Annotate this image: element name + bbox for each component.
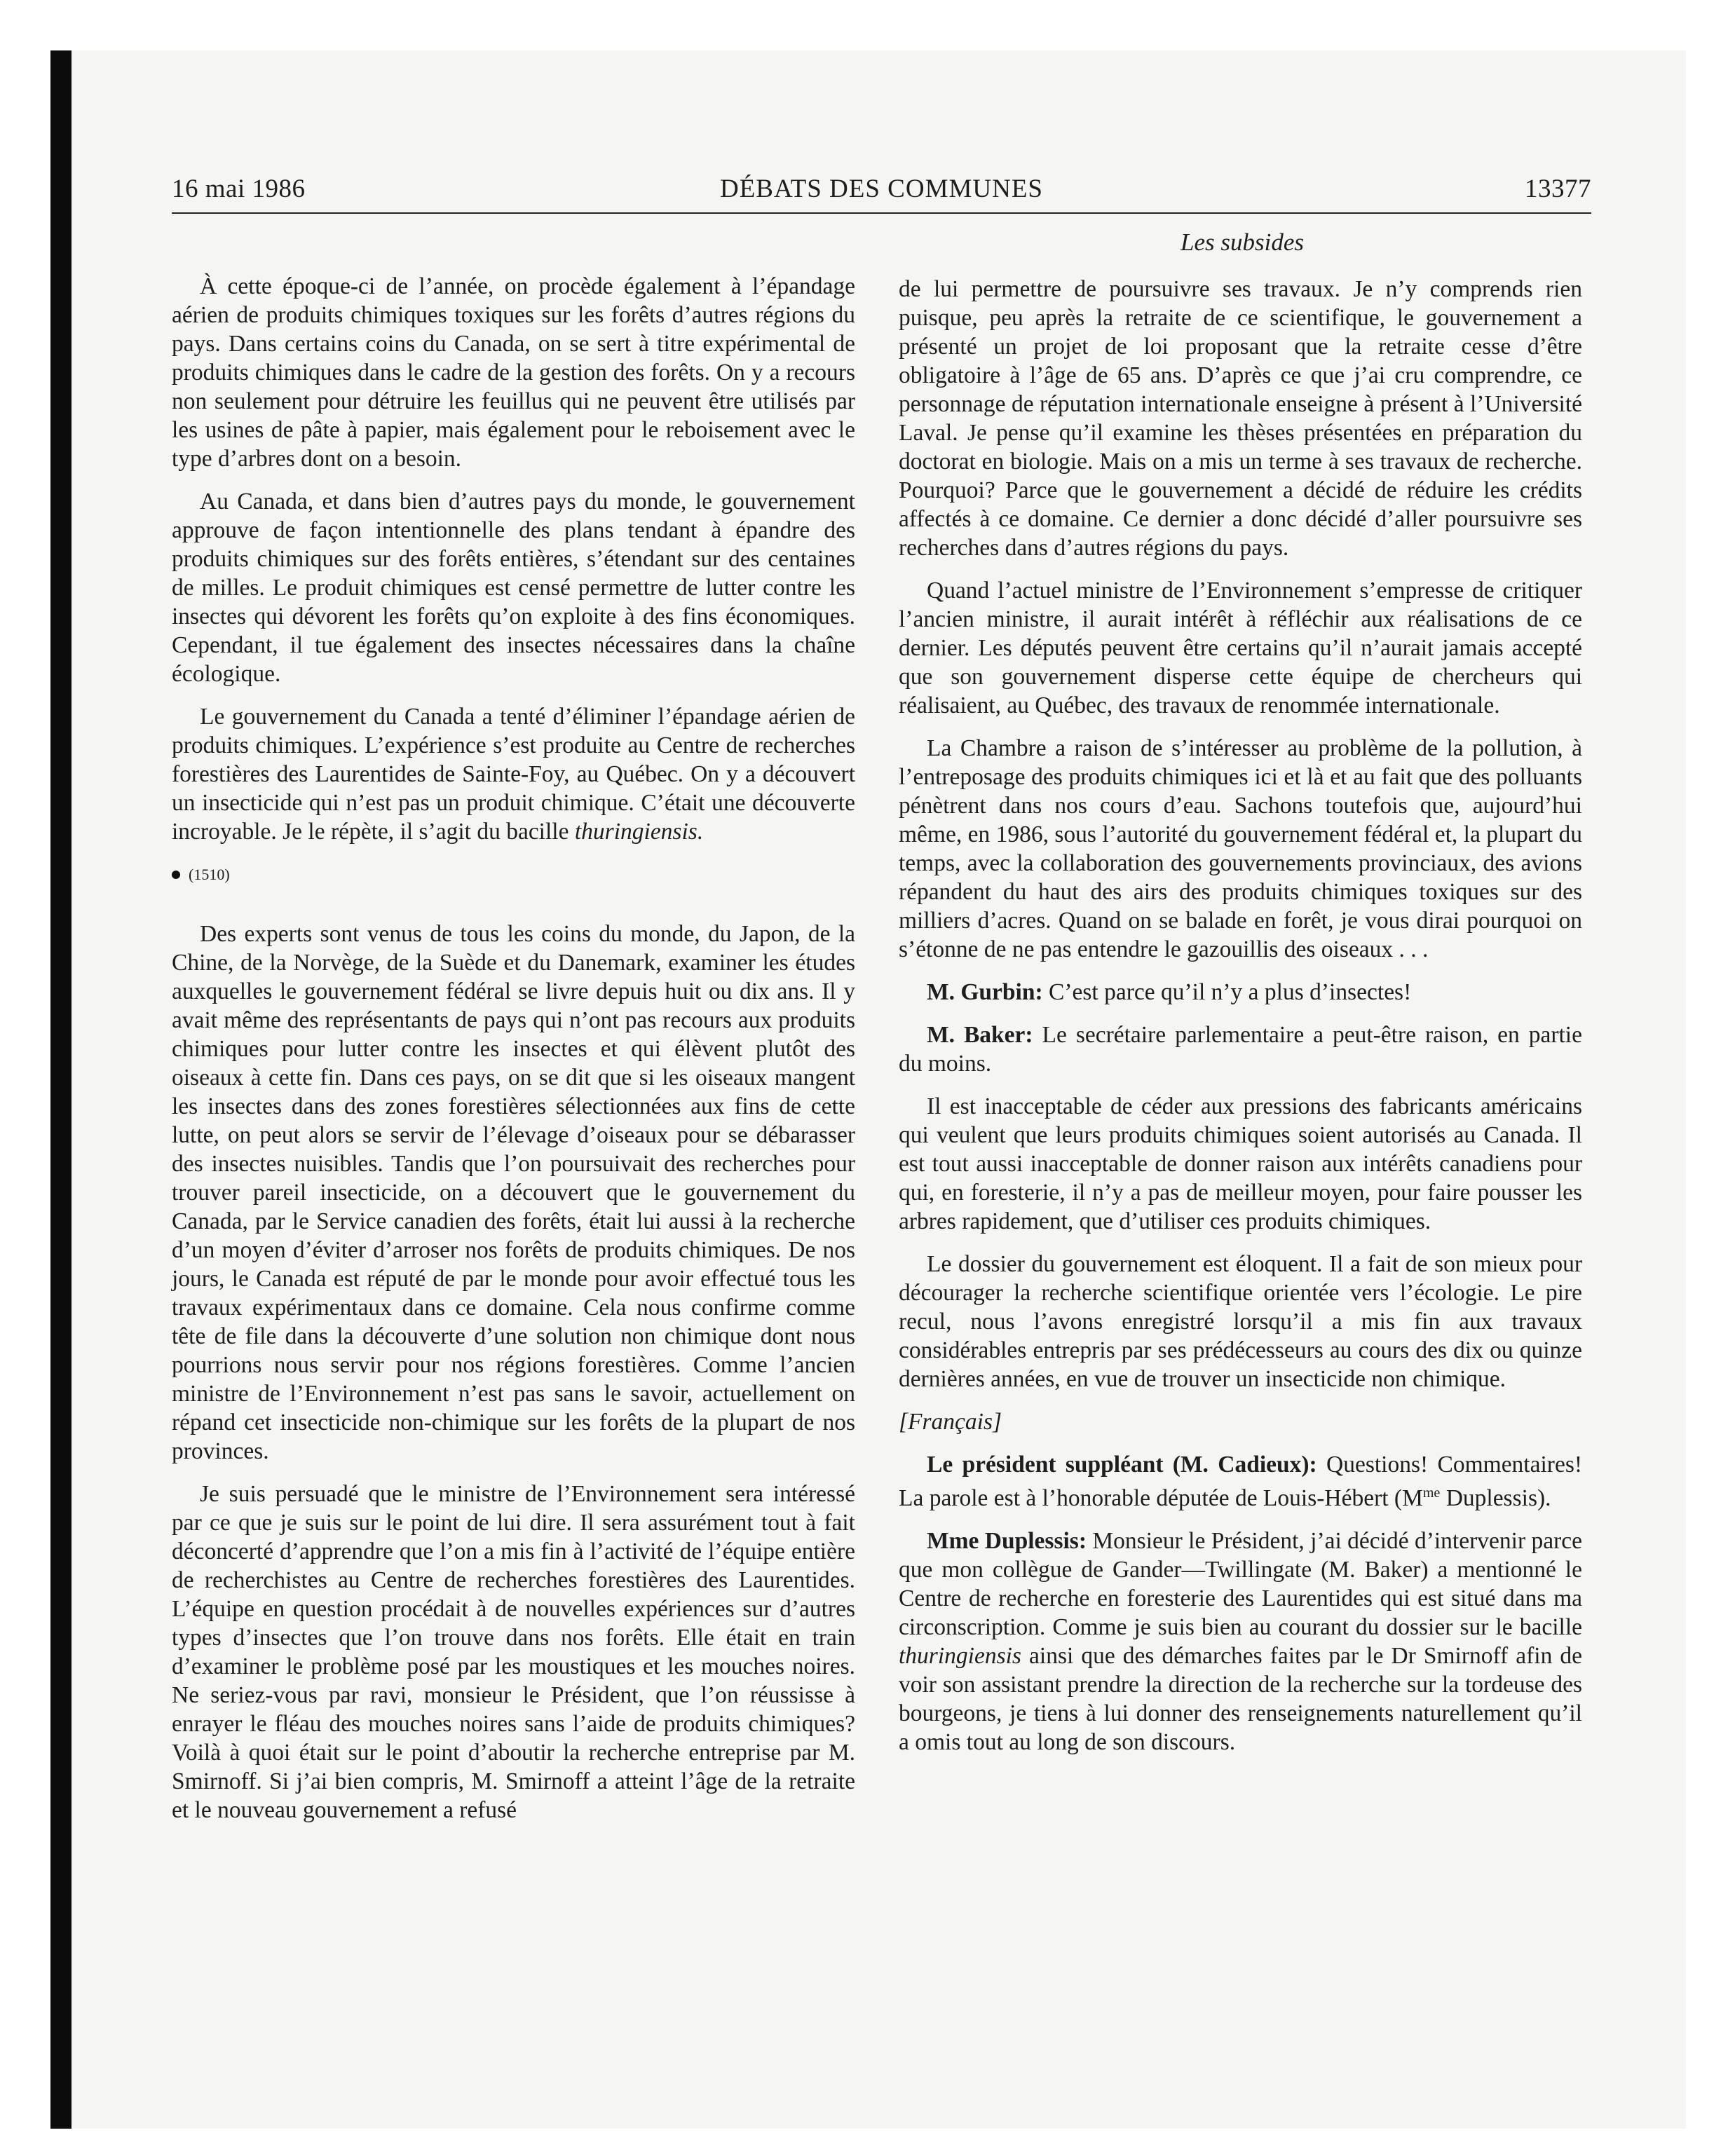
speech-text: Duplessis). [1440, 1485, 1551, 1512]
bullet-icon [172, 871, 180, 879]
superscript: me [1422, 1485, 1441, 1501]
scan-margin-right [1686, 0, 1735, 2156]
speaker-name: M. Gurbin: [927, 979, 1043, 1005]
page-number: 13377 [1525, 175, 1591, 203]
language-tag: [Français] [899, 1409, 1002, 1435]
speaker-name: Le président suppléant (M. Cadieux): [927, 1452, 1317, 1478]
speech-text: C’est parce qu’il n’y a plus d’insectes! [1042, 979, 1412, 1005]
time-marker-label: (1510) [189, 866, 230, 883]
page-header [172, 174, 1591, 210]
paragraph: de lui permettre de poursuivre ses travaux. Je n’y comprends rien puisque, peu après la retraite de ce scientifique, le gouvernement a présenté un projet de loi proposant que la retraite cesse d’être obligatoire à l’âge de 65 ans. D’après ce que j’ai cru comprendre, ce personnage de réputation internationale enseigne à présent à l’Université Laval. Je pense qu’il examine les thèses présentées en préparation du doctorat en biologie. Mais on a mis un terme à ses travaux de recherche. Pourquoi? Parce que le gouvernement a décidé de réduire les crédits affectés à ce domaine. Ce dernier a donc décidé d’aller poursuivre ses recherches dans d’autres régions du pays. [899, 276, 1582, 561]
speech [899, 1527, 1582, 1756]
time-marker [172, 860, 855, 889]
species-name: thuringiensis [899, 1643, 1021, 1670]
paragraph: Au Canada, et dans bien d’autres pays du monde, le gouvernement approuve de façon intentionnelle des plans tendant à épandre des produits chimiques sur des forêts entières, s’étendant sur des centaines de milles. Le produit chimiques est censé permettre de lutter contre les insectes qui dévorent les forêts qu’on exploite à des fins économiques. Cependant, il tue également des insectes nécessaires dans la chaîne écologique. [172, 489, 855, 687]
scan-binding-edge [50, 50, 72, 2129]
paragraph: À cette époque-ci de l’année, on procède également à l’épandage aérien de produits chimiques toxiques sur les forêts d’autres régions du pays. Dans certains coins du Canada, on se sert à titre expérimental de produits chimiques dans le cadre de la gestion des forêts. On y a recours non seulement pour détruire les feuillus qui ne peuvent être utilisés par les usines de pâte à papier, mais également pour le reboisement avec le type d’arbres dont on a besoin. [172, 273, 855, 472]
speech [899, 978, 1582, 1007]
paragraph: La Chambre a raison de s’intéresser au problème de la pollution, à l’entreposage des produits chimiques ici et là et au fait que des polluants pénètrent dans nos cours d’eau. Sachons toutefois que, aujourd’hui même, en 1986, sous l’autorité du gouvernement fédéral et, la plupart du temps, avec la collaboration des gouvernements provinciaux, des avions répandent du haut des airs des produits chimiques toxiques sur des milliers d’acres. Quand on se balade en forêt, je vous dirai pourquoi on s’étonne de ne pas entendre le gazouillis des oiseaux . . . [899, 735, 1582, 962]
paragraph: Il est inacceptable de céder aux pressions des fabricants américains qui veulent que leurs produits chimiques soient autorisés au Canada. Il est tout aussi inacceptable de donner raison aux intérêts canadiens pour qui, en foresterie, il n’y a pas de meilleur moyen, pour faire pousser les arbres rapidement, que d’utiliser ces produits chimiques. [899, 1093, 1582, 1234]
header-rule [172, 212, 1591, 214]
species-name: thuringiensis. [574, 819, 704, 845]
paragraph-text: Le gouvernement du Canada a tenté d’éliminer l’épandage aérien de produits chimiques. L’expérience s’est produite au Centre de recherches forestières des Laurentides de Sainte-Foy, au Québec. On y a découvert un insecticide qui n’est pas un produit chimique. C’était une découverte incroyable. Je le répète, il s’agit du bacille [172, 704, 855, 845]
paragraph: Le dossier du gouvernement est éloquent. Il a fait de son mieux pour décourager la recherche scientifique orientée vers l’écologie. Le pire recul, nous l’avons enregistré lorsqu’il a mis fin aux travaux considérables entrepris par ses prédécesseurs au cours des dix ou quinze dernières années, en vue de trouver un insecticide non chimique. [899, 1251, 1582, 1392]
speaker-name: M. Baker: [927, 1022, 1033, 1048]
header-date: 16 mai 1986 [172, 175, 306, 203]
speech-text: Le secrétaire parlementaire a peut-être raison, en partie du moins. [899, 1022, 1582, 1077]
speech [899, 1450, 1582, 1513]
speech [899, 1021, 1582, 1078]
paragraph [172, 702, 855, 846]
left-column [172, 272, 855, 1838]
scan-margin-left [0, 0, 50, 2156]
speech-text: ainsi que des démarches faites par le Dr Smirnoff afin de voir son assistant prendre la direction de la recherche sur la tordeuse des bourgeons, je tiens à lui donner des renseignements naturellement qu’il a omis tout au long de son discours. [899, 1643, 1582, 1756]
paragraph: Des experts sont venus de tous les coins du monde, du Japon, de la Chine, de la Norvège, de la Suède et du Danemark, examiner les études auxquelles le gouvernement fédéral se livre depuis huit ou dix ans. Il y avait même des représentants de pays qui n’ont pas recours aux produits chimiques pour lutter contre les insectes et qui élèvent plutôt des oiseaux à cette fin. Dans ces pays, on se dit que si les oiseaux mangent les insectes dans des zones forestières sélectionnées aux fins de cette lutte, on peut alors se servir de l’élevage d’oiseaux pour se débarasser des insectes nuisibles. Tandis que l’on poursuivait des recherches pour trouver pareil insecticide, on a découvert que le gouvernement du Canada, par le Service canadien des forêts, était lui aussi à la recherche d’un moyen d’éviter d’arroser nos forêts de produits chimiques. De nos jours, le Canada est réputé de par le monde pour avoir effectué tous les travaux expérimentaux dans ce domaine. Cela nous confirme comme tête de file dans la découverte d’une solution non chimique dont nous pourrions nous servir pour nos régions forestières. Comme l’ancien ministre de l’Environnement n’est pas sans le savoir, actuellement on répand cet insecticide non-chimique sur les forêts de la plupart de nos provinces. [172, 921, 855, 1464]
running-head: Les subsides [1181, 228, 1304, 256]
right-column [899, 275, 1582, 1770]
speech-text: Monsieur le Président, j’ai décidé d’intervenir parce que mon collègue de Gander—Twillingate (M. Baker) a mentionné le Centre de recherche en foresterie des Laurentides qui est situé dans ma circonscription. Comme je suis bien au courant du dossier sur le bacille [899, 1528, 1582, 1641]
scan-margin-top [50, 0, 1735, 50]
speaker-name: Mme Duplessis: [927, 1528, 1087, 1555]
header-title: DÉBATS DES COMMUNES [719, 175, 1043, 203]
paragraph: Quand l’actuel ministre de l’Environnement s’empresse de critiquer l’ancien ministre, il aurait intérêt à réfléchir aux réalisations de ce dernier. Les députés peuvent être certains qu’il n’aurait jamais accepté que son gouvernement disperse cette équipe de chercheurs qui réalisaient, au Québec, des travaux de renommée internationale. [899, 578, 1582, 718]
paragraph: Je suis persuadé que le ministre de l’Environnement sera intéressé par ce que je suis sur le point de lui dire. Il sera assurément tout à fait déconcerté d’apprendre que l’on a mis fin à l’activité de l’équipe entière de recherchistes au Centre de recherches forestières des Laurentides. L’équipe en question procédait à de nouvelles expériences sur d’autres types d’insectes que l’on trouve dans nos forêts. Elle était en train d’examiner le problème posé par les moustiques et les mouches noires. Ne seriez-vous par ravi, monsieur le Président, que l’on réussisse à enrayer le fléau des mouches noires sans l’aide de produits chimiques? Voilà à quoi était sur le point d’aboutir la recherche entreprise par M. Smirnoff. Si j’ai bien compris, M. Smirnoff a atteint l’âge de la retraite et le nouveau gouvernement a refusé [172, 1481, 855, 1823]
scan-margin-bottom [50, 2129, 1735, 2156]
speech-text: Questions! Commentaires! La parole est à l’honorable députée de Louis-Hébert (M [899, 1452, 1583, 1512]
